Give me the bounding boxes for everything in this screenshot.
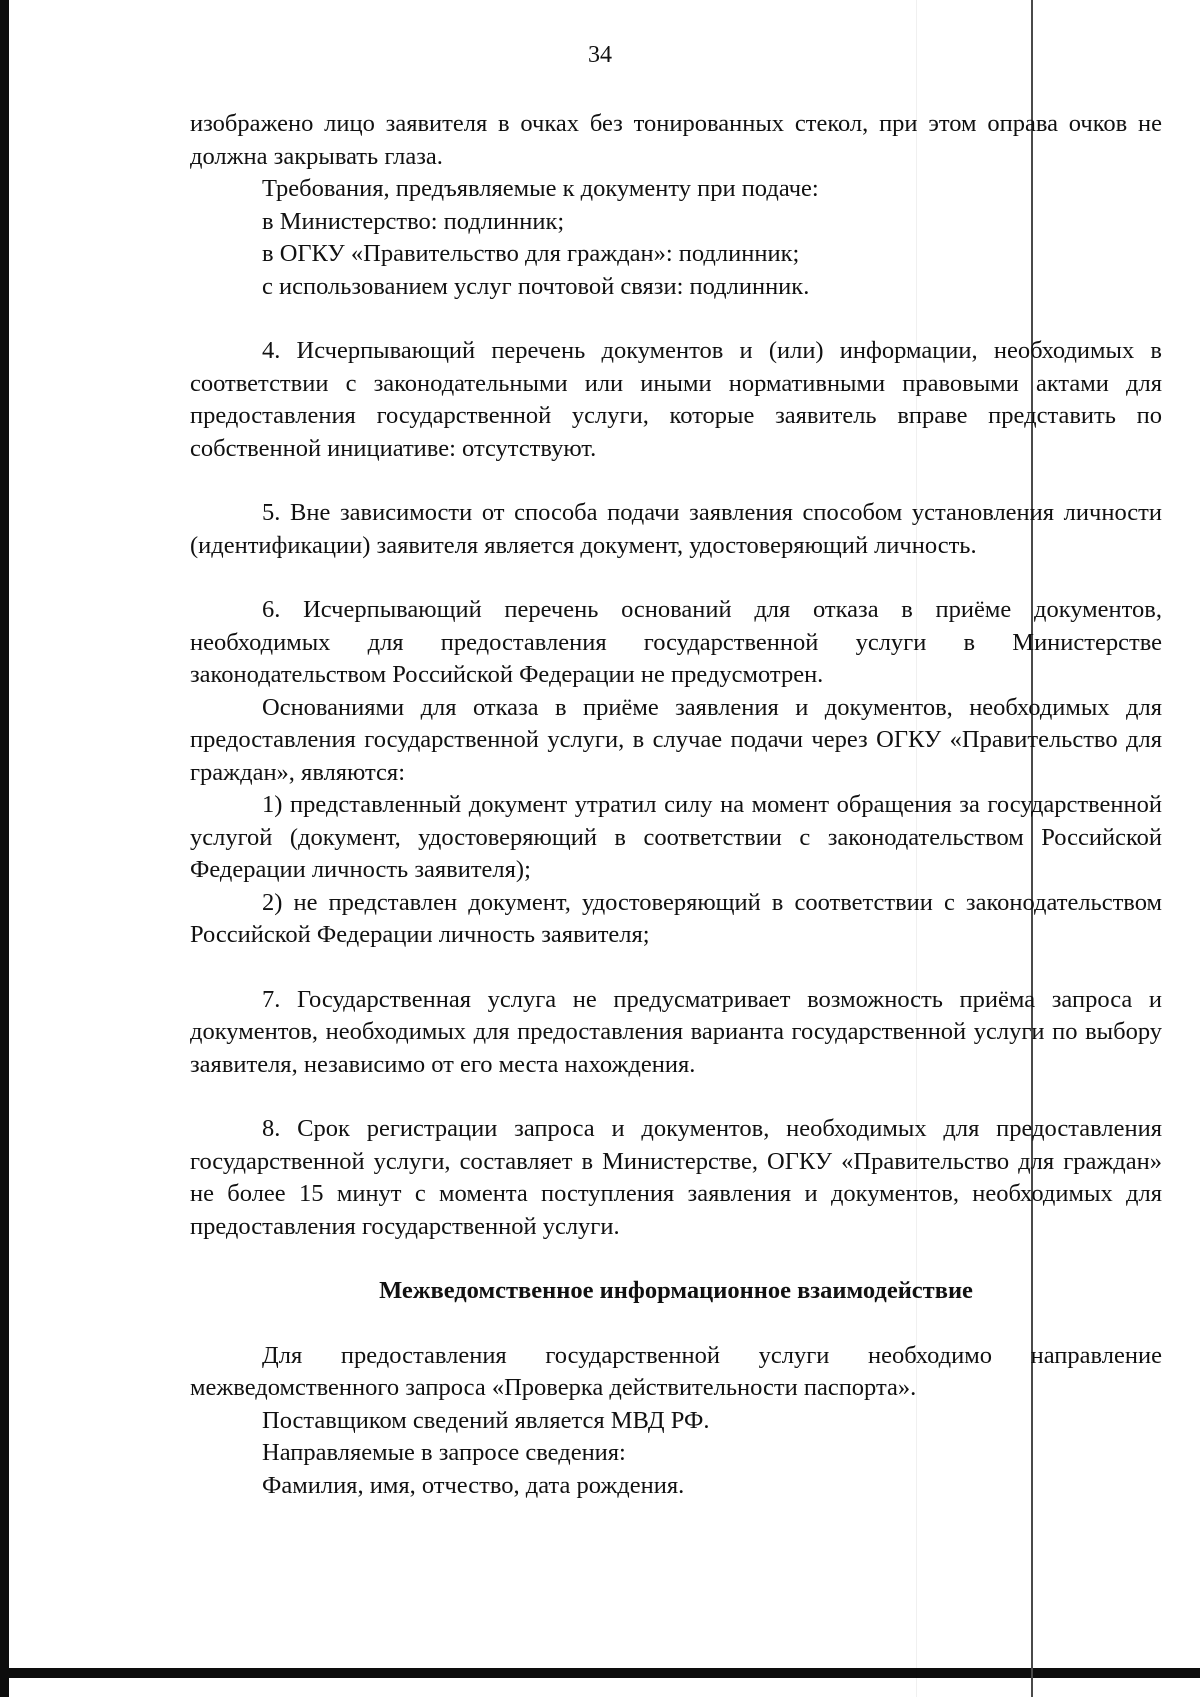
paragraph-section-8: 8. Срок регистрации запроса и документов, необходимых для предоставления государственной услуги, составляет в Министерстве, ОГКУ «Правительство для граждан» не более 15 минут с момента поступления заявления и документов, необходимых для предоставления государственной услуги. <box>190 1115 1162 1240</box>
spacer <box>190 465 1162 497</box>
paragraph-section-4: 4. Исчерпывающий перечень документов и (или) информации, необходимых в соответствии с законодательными или иными нормативными правовыми актами для предоставления государственной услуги, которые заявитель вправе представить по собственной инициативе: отсутствуют. <box>190 337 1162 462</box>
spacer <box>190 1308 1162 1340</box>
paragraph-request-fields: Фамилия, имя, отчество, дата рождения. <box>262 1471 685 1499</box>
list-item-postal: с использованием услуг почтовой связи: подлинник. <box>262 272 810 300</box>
paragraph-section-5: 5. Вне зависимости от способа подачи заявления способом установления личности (идентификации) заявителя является документ, удостоверяющий личность. <box>190 499 1162 559</box>
spacer <box>190 952 1162 984</box>
spacer <box>190 1081 1162 1113</box>
spacer <box>190 562 1162 594</box>
paragraph-photo-requirements: изображено лицо заявителя в очках без тонированных стекол, при этом оправа очков не должна закрывать глаза. <box>190 110 1162 170</box>
spacer <box>190 1243 1162 1275</box>
list-item-ogku: в ОГКУ «Правительство для граждан»: подлинник; <box>262 240 800 267</box>
list-item-refusal-1: 1) представленный документ утратил силу на момент обращения за государственной услугой (документ, удостоверяющий в соответствии с законодательством Российской Федерации личность заявителя); <box>190 791 1162 883</box>
spacer <box>190 303 1162 335</box>
section-heading: Межведомственное информационное взаимодействие <box>379 1277 973 1304</box>
paragraph-document-requirements: Требования, предъявляемые к документу при подаче: <box>262 175 819 202</box>
paragraph-request-data: Направляемые в запросе сведения: <box>262 1439 626 1466</box>
paragraph-section-6: 6. Исчерпывающий перечень оснований для отказа в приёме документов, необходимых для предоставления государственной услуги в Министерстве законодательством Российской Федерации не предусмотрен. <box>190 596 1162 688</box>
document-body <box>190 108 1162 1502</box>
scan-border-bottom <box>0 1668 1200 1678</box>
page-number: 34 <box>588 42 612 68</box>
list-item-ministry: в Министерство: подлинник; <box>262 207 565 235</box>
paragraph-interagency-request: Для предоставления государственной услуги необходимо направление межведомственного запроса «Проверка действительности паспорта». <box>190 1341 1162 1401</box>
scan-border-left <box>0 0 9 1697</box>
paragraph-provider: Поставщиком сведений является МВД РФ. <box>262 1406 710 1434</box>
paragraph-section-7: 7. Государственная услуга не предусматривает возможность приёма запроса и документов, необходимых для предоставления варианта государственной услуги по выбору заявителя, независимо от его места нахождения. <box>190 985 1162 1078</box>
paragraph-refusal-grounds: Основаниями для отказа в приёме заявления и документов, необходимых для предоставления государственной услуги, в случае подачи через ОГКУ «Правительство для граждан», являются: <box>190 693 1162 786</box>
list-item-refusal-2: 2) не представлен документ, удостоверяющий в соответствии с законодательством Российской Федерации личность заявителя; <box>190 888 1162 948</box>
